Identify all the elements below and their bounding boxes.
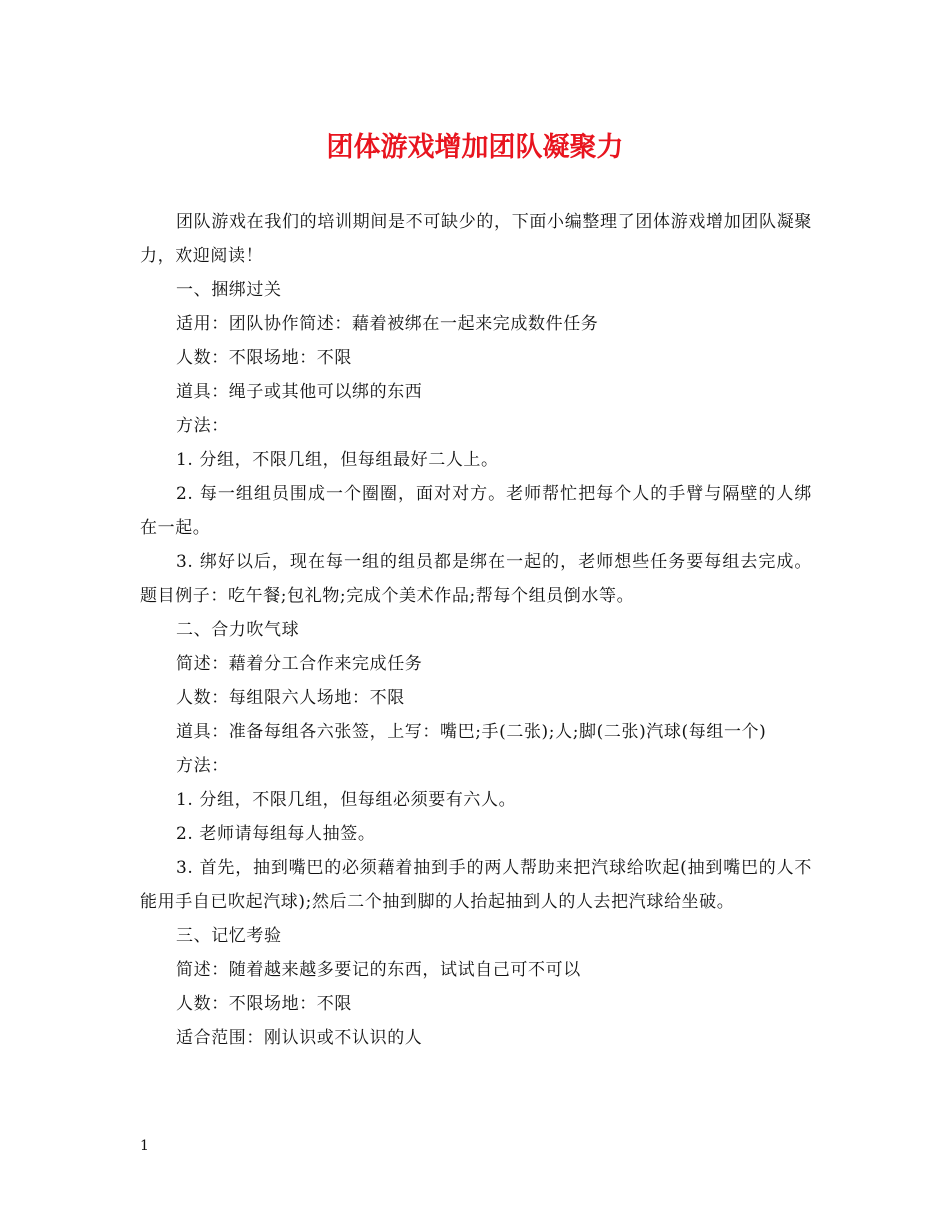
paragraph: 简述：随着越来越多要记的东西，试试自己可不可以 [176,960,581,980]
list-item: 3. 首先，抽到嘴巴的必须藉着抽到手的两人帮助来把汽球给吹起(抽到嘴巴的人不能用手自已吹起汽球);然后二个抽到脚的人抬起抽到人的人去把汽球给坐破。 [140,858,812,912]
list-item: 1. 分组，不限几组，但每组最好二人上。 [176,450,499,470]
section-heading-2: 二、合力吹气球 [176,620,300,640]
section-heading-3: 三、记忆考验 [176,926,282,946]
section-heading-1: 一、捆绑过关 [176,280,282,300]
paragraph: 人数：每组限六人场地：不限 [176,688,405,708]
paragraph: 简述：藉着分工合作来完成任务 [176,654,423,674]
list-item: 2. 每一组组员围成一个圈圈，面对对方。老师帮忙把每个人的手臂与隔壁的人绑在一起。 [140,484,812,538]
paragraph: 人数：不限场地：不限 [176,348,352,368]
list-item: 2. 老师请每组每人抽签。 [176,824,376,844]
paragraph: 适合范围：刚认识或不认识的人 [176,1028,423,1048]
paragraph: 道具：准备每组各六张签，上写：嘴巴;手(二张);人;脚(二张)汽球(每组一个) [176,722,767,742]
document-title: 团体游戏增加团队凝聚力 [326,132,624,163]
list-item: 3. 绑好以后，现在每一组的组员都是绑在一起的，老师想些任务要每组去完成。题目例子：吃午餐;包礼物;完成个美术作品;帮每个组员倒水等。 [140,552,812,606]
page-number: 1 [140,1138,149,1154]
document-body [140,205,812,1055]
paragraph-intro: 团队游戏在我们的培训期间是不可缺少的，下面小编整理了团体游戏增加团队凝聚力，欢迎阅读！ [140,212,812,266]
paragraph: 方法： [176,756,229,776]
list-item: 1. 分组，不限几组，但每组必须要有六人。 [176,790,517,810]
paragraph: 方法： [176,416,229,436]
paragraph: 人数：不限场地：不限 [176,994,352,1014]
paragraph: 适用：团队协作简述：藉着被绑在一起来完成数件任务 [176,314,599,334]
paragraph: 道具：绳子或其他可以绑的东西 [176,382,423,402]
